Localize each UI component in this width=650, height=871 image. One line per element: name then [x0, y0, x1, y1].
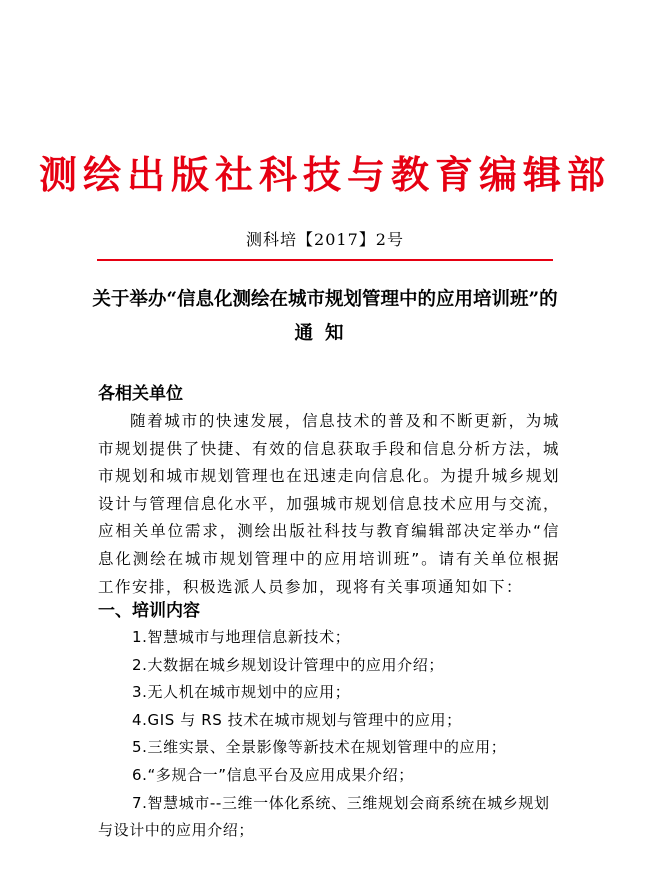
list-item: 4.GIS 与 RS 技术在城市规划与管理中的应用；: [132, 710, 462, 729]
salutation: 各相关单位: [98, 384, 183, 404]
list-item: 7.智慧城市--三维一体化系统、三维规划会商系统在城乡规划与设计中的应用介绍；: [98, 793, 550, 840]
red-divider: [97, 259, 553, 261]
intro-paragraph: 随着城市的快速发展，信息技术的普及和不断更新，为城市规划提供了快捷、有效的信息获取手段和信息分析方法，城市规划和城市规划管理也在迅速走向信息化。为提升城乡规划设计与管理信息化水平，加强城市规划信息技术应用与交流，应相关单位需求，测绘出版社科技与教育编辑部决定举办“信息化测绘在城市规划管理中的应用培训班”。请有关单位根据工作安排，积极选派人员参加，现将有关事项通知如下：: [98, 412, 560, 596]
list-item: 5.三维实景、全景影像等新技术在规划管理中的应用；: [132, 738, 507, 757]
notice-title-line2: 通知: [294, 323, 356, 344]
section-heading-training-content: 一、培训内容: [98, 601, 200, 621]
list-item: 2.大数据在城乡规划设计管理中的应用介绍；: [132, 655, 444, 674]
notice-title-line1: 关于举办“信息化测绘在城市规划管理中的应用培训班”的: [92, 289, 558, 310]
training-content-list: [98, 624, 560, 845]
document-number: 测科培【2017】2号: [246, 230, 404, 249]
list-item: 6.“多规合一”信息平台及应用成果介绍；: [132, 765, 414, 784]
masthead-title: 测绘出版社科技与教育编辑部: [38, 152, 611, 197]
list-item: 3.无人机在城市规划中的应用；: [132, 683, 351, 702]
list-item: 1.智慧城市与地理信息新技术；: [132, 628, 351, 646]
